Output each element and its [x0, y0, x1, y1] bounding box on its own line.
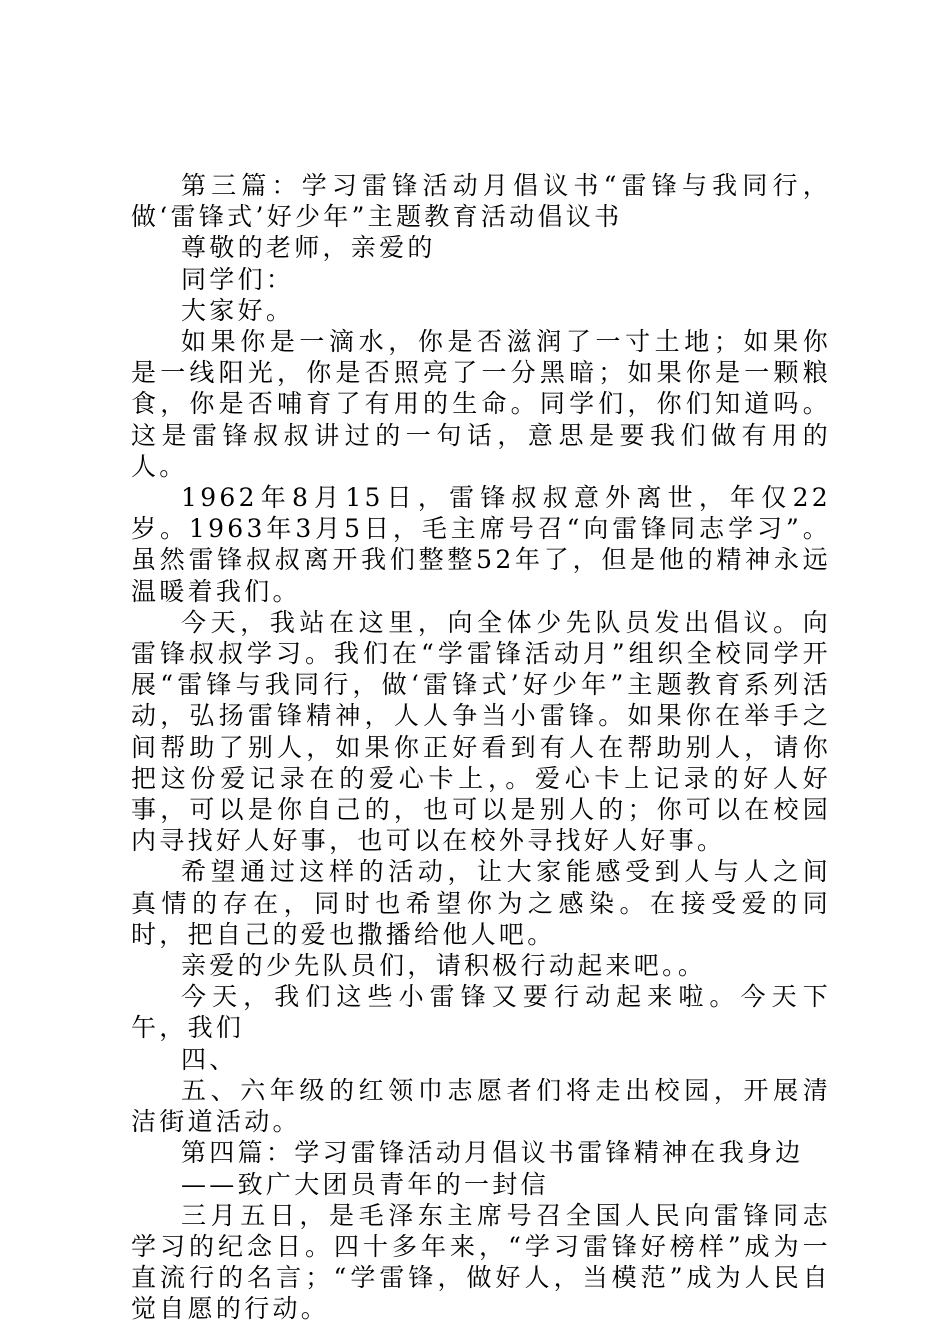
section-three-title: 第三篇：学习雷锋活动月倡议书“雷锋与我同行，做‘雷锋式’好少年”主题教育活动倡议书	[131, 171, 831, 232]
paragraph-today: 今天，我们这些小雷锋又要行动起来啦。今天下午，我们	[131, 982, 831, 1043]
greeting: 大家好。	[181, 295, 295, 325]
document-body	[131, 170, 831, 1325]
salutation-line-1: 尊敬的老师，亲爱的	[181, 233, 436, 263]
paragraph-five-six: 五、六年级的红领巾志愿者们将走出校园，开展清洁街道活动。	[131, 1075, 831, 1137]
section-four-subtitle: ——致广大团员青年的一封信	[181, 1169, 549, 1199]
salutation-line-2: 同学们：	[181, 264, 295, 294]
paragraph-history: 1962年8月15日，雷锋叔叔意外离世，年仅22岁。1963年3月5日，毛主席号召“向雷锋同志学习”。虽然雷锋叔叔离开我们整整52年了，但是他的精神永远温暖着我们。	[131, 483, 831, 606]
paragraph-call: 亲爱的少先队员们，请积极行动起来吧。。	[181, 951, 707, 981]
paragraph-hope: 希望通过这样的活动，让大家能感受到人与人之间真情的存在，同时也希望你为之感染。在接受爱的同时，把自己的爱也撒播给他人吧。	[131, 857, 831, 949]
paragraph-march-fifth: 三月五日，是毛泽东主席号召全国人民向雷锋同志学习的纪念日。四十多年来，“学习雷锋好榜样”成为一直流行的名言；“学雷锋，做好人，当模范”成为人民自觉自愿的行动。	[131, 1200, 831, 1324]
paragraph-quote: 如果你是一滴水，你是否滋润了一寸土地；如果你是一线阳光，你是否照亮了一分黑暗；如果你是一颗粮食，你是否哺育了有用的生命。同学们，你们知道吗。这是雷锋叔叔讲过的一句话，意思是要我们做有用的人。	[131, 327, 831, 481]
paragraph-four: 四、	[181, 1044, 238, 1074]
paragraph-initiative: 今天，我站在这里，向全体少先队员发出倡议。向雷锋叔叔学习。我们在“学雷锋活动月”组织全校同学开展“雷锋与我同行，做‘雷锋式’好少年”主题教育系列活动，弘扬雷锋精神，人人争当小雷锋。如果你在举手之间帮助了别人，如果你正好看到有人在帮助别人，请你把这份爱记录在的爱心卡上，。爱心卡上记录的好人好事，可以是你自己的，也可以是别人的；你可以在校园内寻找好人好事，也可以在校外寻找好人好事。	[131, 607, 831, 856]
section-four-title: 第四篇：学习雷锋活动月倡议书雷锋精神在我身边	[181, 1138, 804, 1168]
